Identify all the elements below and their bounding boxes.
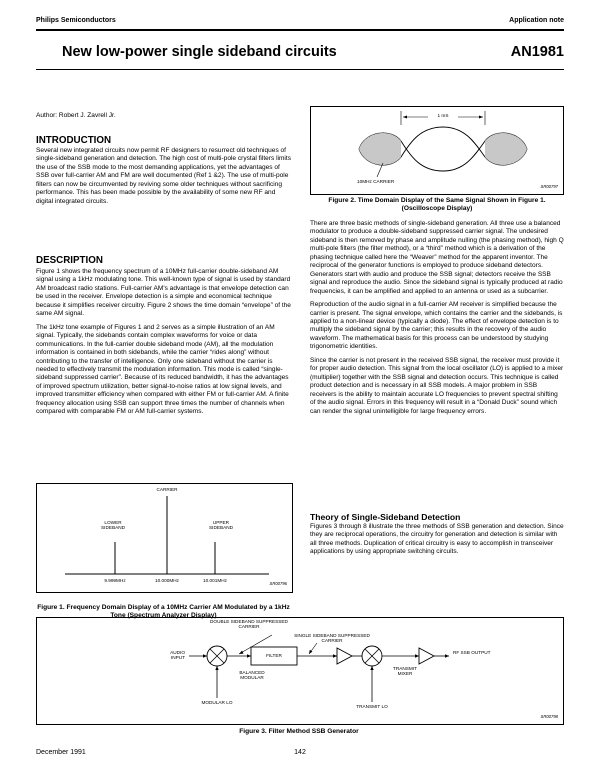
footer-date: December 1991 [36,749,86,756]
spectrum-plot [37,484,292,592]
rf-output-label: RF SSB OUTPUT [453,650,491,655]
description-section [36,255,292,422]
page-title: New low-power single sideband circuits [62,44,337,60]
introduction-section [36,135,292,206]
document-number: AN1981 [510,44,564,60]
introduction-text: Several new integrated circuits now permit RF designers to resurrect old techniques of single-sideband generation and detection. The high cost of multi-pole crystal filters limits the use of the SSB mode to the most demanding applications, yet the advantages of SSB over full-carrier AM and FM are well documented (Ref 1 &2). The use of multi-pole filters can now be circumvented by reviving some older techniques without sacrificing performance. This has been made possible by the availability of some new RF and digital integrated circuits. [36,147,291,205]
balanced-modulator-label: BALANCED MODULAR [239,670,265,681]
freq-center-label: 10.000MHz [155,578,179,583]
envelope-plot [311,107,563,194]
document-type: Application note [509,17,564,24]
methods-text [310,220,564,421]
carrier-fill-right [485,133,527,165]
header-rule [36,29,564,31]
carrier-fill-left [359,133,401,165]
figure-1-caption: Figure 1. Frequency Domain Display of a 10MHz Carrier AM Modulated by a 1kHz Tone (Spectrum Analyzer Display) [37,604,290,620]
audio-input-label: AUDIO INPUT [170,650,185,661]
theory-section [310,512,564,557]
amplifier-1 [337,648,352,664]
title-rule [36,69,564,70]
figure-3-code: SR00798 [540,714,558,719]
upper-sideband-label: UPPER SIDEBAND [209,520,233,531]
page-number: 142 [294,749,306,756]
freq-low-label: 9.999MHz [104,578,126,583]
figure-3-caption: Figure 3. Filter Method SSB Generator [239,728,359,735]
dsb-label: DOUBLE SIDEBAND SUPPRESSED CARRIER [210,619,288,630]
introduction-heading: INTRODUCTION [36,135,112,146]
right-paragraph: Reproduction of the audio signal in a full-carrier AM receiver is simplified because the carrier is present. The signal envelope, which contains the carrier and the sidebands, is applied to a non-linear device (typically a diode). The effect of envelope detection is to multiply the sideband signal by the carrier; this results in the recovery of the audio waveform. The mathematical basis for this process can be understood by studying trigonometric identities. [310,301,563,351]
carrier-10mhz-label: 10MHz CARRIER [357,179,395,184]
ssb-label: SINGLE SIDEBAND SUPPRESSED CARRIER [294,633,370,644]
company-name: Philips Semiconductors [36,17,116,24]
amplifier-2 [419,648,434,664]
figure-1-code: SR00796 [269,581,287,586]
description-heading: DESCRIPTION [36,255,103,266]
theory-heading: Theory of Single-Sideband Detection [310,512,461,522]
description-paragraph: Figure 1 shows the frequency spectrum of a 10MHz full-carrier double-sideband AM signal using a 1kHz modulating tone. This well-known type of signal is used by standard AM broadcast radio stations. Full-carrier AM's advantage is that envelope detection can be used in the receiver. Envelope detection is a simple and economical technique because it simplifies receiver circuitry. Figure 2 shows the time domain “envelope” of the same AM signal. [36,268,291,318]
filter-label: FILTER [266,653,282,658]
figure-3-box [36,617,564,725]
right-paragraph: Since the carrier is not present in the received SSB signal, the receiver must provide it for proper audio detection. This signal from the local oscillator (LO) is applied to a mixer (multiplier) together with the SSB signal and detection occurs. This technique is called product detection and is necessary in all SSB models. A major problem in SSB receivers is the ability to maintain accurate LO frequencies to prevent spectral shifting of the audio signal. Errors in this frequency will result in a “Donald Duck” sound which can render the signal unintelligible for large frequency errors. [310,356,564,415]
author-line: Author: Robert J. Zavrell Jr. [36,112,116,119]
figure-2-code: SR00797 [540,184,558,189]
transmit-mixer-label: TRANSMIT MIXER [393,666,417,677]
time-span-label: 1 mS [437,113,449,118]
figure-1-box [36,483,293,593]
transmit-lo-label: TRANSMIT LO [356,704,388,709]
carrier-label: CARRIER [156,487,178,492]
theory-text: Figures 3 through 8 illustrate the three methods of SSB generation and detection. Since they are reciprocal operations, the circuitry for generation and detection is similar with all three methods. Duplication of critical circuitry is easy to accomplish in transceiver applications by using appropriate switching circuits. [310,523,564,556]
lower-sideband-label: LOWER SIDEBAND [101,520,125,531]
figure-2-caption: Figure 2. Time Domain Display of the Same Signal Shown in Figure 1. (Oscilloscope Display) [328,197,546,213]
freq-high-label: 10.001MHz [203,578,227,583]
modular-lo-label: MODULAR LO [201,700,233,705]
description-paragraph: The 1kHz tone example of Figures 1 and 2 serves as a simple illustration of an AM signal. Typically, the sidebands contain complex waveforms for voice or data communications. In the full-carrier double sideband mode (AM), all the modulation information is contained in both sidebands, while the carrier “rides along” without contributing to the transfer of intelligence. Only one sideband without the carrier is needed to effectively transmit the modulation information. This mode is called “single-sideband suppressed carrier”. Because of its reduced bandwidth, it has the advantages of improved spectrum utilization, better signal-to-noise ratios at low signal levels, and improved transmitter efficiency when compared with either FM or full-carrier AM. A finite frequency allocation using SSB can support three times the number of channels when compared with comparable FM or AM full-carrier systems. [36,323,289,416]
figure-2-box [310,106,564,195]
right-paragraph: There are three basic methods of single-sideband generation. All three use a balanced modulator to produce a double-sideband suppressed carrier signal. The undesired sideband is then removed by phase and amplitude nulling (the phasing method), high Q multi-pole filters (the filter method), or a “third” method which is a derivation of the phasing technique called here the “Weaver” method for the apparent inventor. The reciprocal of the generator functions is employed to produce sideband detectors. Generators start with audio and produce the SSB signal; detectors receive the SSB signal and reproduce the audio. Since the sideband signal is typically produced at radio frequencies, it can be amplified and applied to an antenna or used as a subcarrier. [310,220,564,295]
